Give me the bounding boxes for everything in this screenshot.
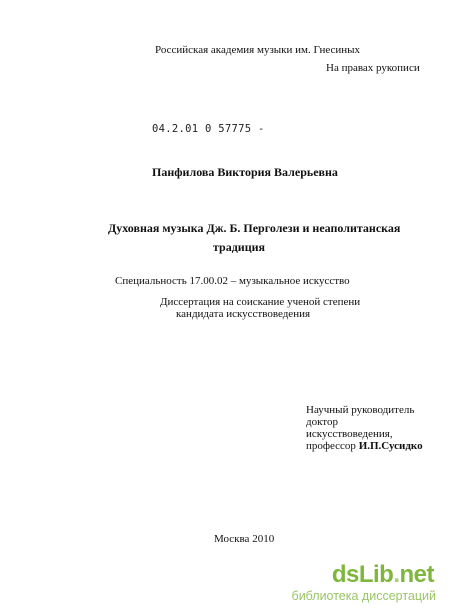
specialty-line: Специальность 17.00.02 – музыкальное искусство [115, 275, 350, 287]
archive-code: 04.2.01 0 57775 - [152, 123, 265, 135]
thesis-title-line2: традиция [213, 240, 266, 254]
dslib-watermark[interactable] [290, 562, 440, 606]
dslib-logo [332, 562, 434, 588]
supervisor-line2: доктор [306, 416, 338, 428]
supervisor-line4 [306, 440, 423, 453]
supervisor-title: профессор [306, 440, 359, 452]
supervisor-name: И.П.Сусидко [358, 440, 423, 452]
logo-dot: . [393, 561, 400, 588]
place-year: Москва 2010 [214, 533, 275, 545]
thesis-title-line1: Духовная музыка Дж. Б. Перголези и неаполитанская [108, 221, 401, 235]
rights-note: На правах рукописи [326, 62, 420, 74]
dissertation-line2: кандидата искусствоведения [176, 308, 311, 320]
logo-tld: net [399, 561, 434, 588]
logo-main: dsLib [331, 561, 394, 588]
dissertation-line1: Диссертация на соискание ученой степени [160, 296, 361, 308]
author-name: Панфилова Виктория Валерьевна [152, 165, 338, 179]
supervisor-line1: Научный руководитель [306, 404, 415, 416]
supervisor-line3: искусствоведения, [306, 428, 393, 440]
institution-name: Российская академия музыки им. Гнесиных [155, 44, 361, 56]
dslib-subtitle: библиотека диссертаций [291, 589, 436, 603]
